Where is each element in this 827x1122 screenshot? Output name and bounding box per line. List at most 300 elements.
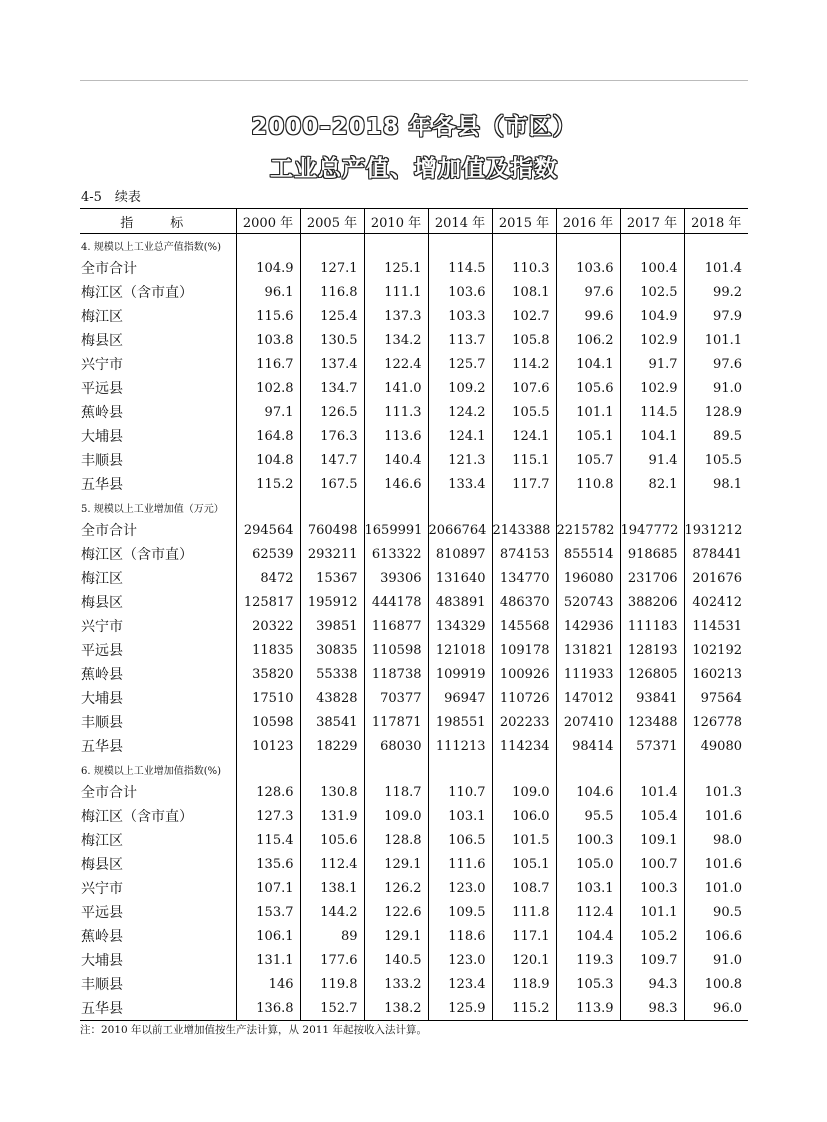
value-cell: 123488 xyxy=(620,710,684,734)
section-title: 5. 规模以上工业增加值（万元） xyxy=(81,503,224,515)
row-label: 丰顺县 xyxy=(81,715,123,731)
value-cell: 106.6 xyxy=(684,924,748,948)
table-row xyxy=(80,948,748,972)
value-cell: 105.5 xyxy=(684,448,748,472)
table-row xyxy=(80,900,748,924)
value-cell: 111.1 xyxy=(364,280,428,304)
value-cell: 147.7 xyxy=(300,448,364,472)
value-cell: 101.5 xyxy=(492,828,556,852)
value-cell: 125.7 xyxy=(428,352,492,376)
value-cell: 207410 xyxy=(556,710,620,734)
table-row xyxy=(80,448,748,472)
value-cell: 135.6 xyxy=(236,852,300,876)
header-cell: 2017 年 xyxy=(620,209,684,234)
row-label: 梅江区（含市直） xyxy=(81,547,193,563)
value-cell: 855514 xyxy=(556,542,620,566)
value-cell: 109.1 xyxy=(620,828,684,852)
value-cell: 124.1 xyxy=(428,424,492,448)
row-label: 蕉岭县 xyxy=(81,929,123,945)
row-label: 全市合计 xyxy=(81,785,137,801)
value-cell: 68030 xyxy=(364,734,428,758)
value-cell: 144.2 xyxy=(300,900,364,924)
value-cell: 105.2 xyxy=(620,924,684,948)
empty-cell xyxy=(492,234,556,257)
value-cell: 20322 xyxy=(236,614,300,638)
value-cell: 104.4 xyxy=(556,924,620,948)
value-cell: 133.4 xyxy=(428,472,492,496)
empty-cell xyxy=(236,758,300,780)
header-row xyxy=(80,209,748,234)
value-cell: 100.4 xyxy=(620,256,684,280)
value-cell: 127.1 xyxy=(300,256,364,280)
row-label: 蕉岭县 xyxy=(81,667,123,683)
value-cell: 137.3 xyxy=(364,304,428,328)
value-cell: 520743 xyxy=(556,590,620,614)
value-cell: 39851 xyxy=(300,614,364,638)
table-row xyxy=(80,780,748,804)
value-cell: 106.2 xyxy=(556,328,620,352)
value-cell: 198551 xyxy=(428,710,492,734)
value-cell: 101.1 xyxy=(684,328,748,352)
table-row xyxy=(80,256,748,280)
value-cell: 878441 xyxy=(684,542,748,566)
table-row xyxy=(80,686,748,710)
data-table xyxy=(80,208,748,1021)
value-cell: 130.5 xyxy=(300,328,364,352)
empty-cell xyxy=(300,234,364,257)
value-cell: 98.0 xyxy=(684,828,748,852)
value-cell: 134.7 xyxy=(300,376,364,400)
value-cell: 111.3 xyxy=(364,400,428,424)
empty-cell xyxy=(300,496,364,518)
value-cell: 109.2 xyxy=(428,376,492,400)
value-cell: 106.1 xyxy=(236,924,300,948)
value-cell: 402412 xyxy=(684,590,748,614)
empty-cell xyxy=(364,758,428,780)
row-label: 梅江区 xyxy=(81,309,123,325)
empty-cell xyxy=(620,758,684,780)
value-cell: 89 xyxy=(300,924,364,948)
value-cell: 131.1 xyxy=(236,948,300,972)
value-cell: 103.1 xyxy=(556,876,620,900)
section-title: 6. 规模以上工业增加值指数(%) xyxy=(81,765,222,777)
value-cell: 105.5 xyxy=(492,400,556,424)
empty-cell xyxy=(620,234,684,257)
header-cell: 2018 年 xyxy=(684,209,748,234)
table-row xyxy=(80,472,748,496)
value-cell: 129.1 xyxy=(364,924,428,948)
empty-cell xyxy=(556,234,620,257)
value-cell: 129.1 xyxy=(364,852,428,876)
section-title: 4. 规模以上工业总产值指数(%) xyxy=(81,241,222,253)
value-cell: 110.3 xyxy=(492,256,556,280)
section-row xyxy=(80,234,748,257)
value-cell: 131821 xyxy=(556,638,620,662)
value-cell: 30835 xyxy=(300,638,364,662)
value-cell: 138.1 xyxy=(300,876,364,900)
value-cell: 137.4 xyxy=(300,352,364,376)
empty-cell xyxy=(236,234,300,257)
value-cell: 93841 xyxy=(620,686,684,710)
empty-cell xyxy=(684,758,748,780)
section-row xyxy=(80,496,748,518)
table-row xyxy=(80,328,748,352)
row-label: 五华县 xyxy=(80,996,236,1021)
table-body xyxy=(80,234,748,1021)
value-cell: 105.1 xyxy=(492,852,556,876)
value-cell: 104.9 xyxy=(236,256,300,280)
empty-cell xyxy=(428,758,492,780)
value-cell: 117.1 xyxy=(492,924,556,948)
value-cell: 195912 xyxy=(300,590,364,614)
value-cell: 103.6 xyxy=(428,280,492,304)
empty-cell xyxy=(364,234,428,257)
value-cell: 110.8 xyxy=(556,472,620,496)
row-label: 五华县 xyxy=(81,739,123,755)
value-cell: 124.1 xyxy=(492,424,556,448)
header-cell: 2015 年 xyxy=(492,209,556,234)
value-cell: 133.2 xyxy=(364,972,428,996)
table-row xyxy=(80,852,748,876)
value-cell: 109.0 xyxy=(364,804,428,828)
value-cell: 104.1 xyxy=(620,424,684,448)
empty-cell xyxy=(556,496,620,518)
value-cell: 294564 xyxy=(236,518,300,542)
row-label: 大埔县 xyxy=(81,953,123,969)
value-cell: 142936 xyxy=(556,614,620,638)
header-cell: 指 标 xyxy=(80,209,236,234)
value-cell: 1931212 xyxy=(684,518,748,542)
value-cell: 110.7 xyxy=(428,780,492,804)
value-cell: 111213 xyxy=(428,734,492,758)
value-cell: 109919 xyxy=(428,662,492,686)
value-cell: 102.9 xyxy=(620,328,684,352)
empty-cell xyxy=(684,234,748,257)
value-cell: 874153 xyxy=(492,542,556,566)
row-label: 大埔县 xyxy=(81,691,123,707)
value-cell: 120.1 xyxy=(492,948,556,972)
page-title-line2: 工业总产值、增加值及指数 xyxy=(270,156,558,182)
value-cell: 91.0 xyxy=(684,376,748,400)
value-cell: 167.5 xyxy=(300,472,364,496)
value-cell: 125.1 xyxy=(364,256,428,280)
value-cell: 127.3 xyxy=(236,804,300,828)
value-cell: 152.7 xyxy=(300,996,364,1021)
value-cell: 107.6 xyxy=(492,376,556,400)
value-cell: 38541 xyxy=(300,710,364,734)
empty-cell xyxy=(556,758,620,780)
empty-cell xyxy=(428,234,492,257)
row-label: 兴宁市 xyxy=(81,619,123,635)
value-cell: 115.2 xyxy=(492,996,556,1021)
table-row xyxy=(80,542,748,566)
row-label: 梅江区（含市直） xyxy=(81,809,193,825)
table-row xyxy=(80,304,748,328)
table-row xyxy=(80,972,748,996)
value-cell: 91.4 xyxy=(620,448,684,472)
table-row xyxy=(80,376,748,400)
value-cell: 100.8 xyxy=(684,972,748,996)
table-label: 4-5 续表 xyxy=(81,190,141,205)
value-cell: 118.7 xyxy=(364,780,428,804)
value-cell: 128193 xyxy=(620,638,684,662)
header-cell: 2005 年 xyxy=(300,209,364,234)
value-cell: 108.7 xyxy=(492,876,556,900)
value-cell: 97.1 xyxy=(236,400,300,424)
value-cell: 196080 xyxy=(556,566,620,590)
value-cell: 126.2 xyxy=(364,876,428,900)
value-cell: 8472 xyxy=(236,566,300,590)
value-cell: 91.7 xyxy=(620,352,684,376)
table-row xyxy=(80,352,748,376)
value-cell: 231706 xyxy=(620,566,684,590)
value-cell: 94.3 xyxy=(620,972,684,996)
value-cell: 2066764 xyxy=(428,518,492,542)
value-cell: 91.0 xyxy=(684,948,748,972)
table-row xyxy=(80,710,748,734)
value-cell: 147012 xyxy=(556,686,620,710)
value-cell: 126.5 xyxy=(300,400,364,424)
value-cell: 104.6 xyxy=(556,780,620,804)
row-label: 丰顺县 xyxy=(81,977,123,993)
value-cell: 136.8 xyxy=(236,996,300,1021)
page-title-line1: 2000–2018 年各县（市区） xyxy=(251,114,577,140)
value-cell: 164.8 xyxy=(236,424,300,448)
row-label: 平远县 xyxy=(81,905,123,921)
value-cell: 115.1 xyxy=(492,448,556,472)
value-cell: 10123 xyxy=(236,734,300,758)
value-cell: 98414 xyxy=(556,734,620,758)
table-row xyxy=(80,924,748,948)
value-cell: 146 xyxy=(236,972,300,996)
value-cell: 116.7 xyxy=(236,352,300,376)
value-cell: 1659991 xyxy=(364,518,428,542)
value-cell: 102.8 xyxy=(236,376,300,400)
value-cell: 128.8 xyxy=(364,828,428,852)
value-cell: 2143388 xyxy=(492,518,556,542)
value-cell: 134770 xyxy=(492,566,556,590)
value-cell: 111.6 xyxy=(428,852,492,876)
value-cell: 39306 xyxy=(364,566,428,590)
table-row xyxy=(80,876,748,900)
value-cell: 105.0 xyxy=(556,852,620,876)
value-cell: 106.0 xyxy=(492,804,556,828)
table-row xyxy=(80,638,748,662)
value-cell: 43828 xyxy=(300,686,364,710)
value-cell: 131.9 xyxy=(300,804,364,828)
value-cell: 122.6 xyxy=(364,900,428,924)
value-cell: 113.6 xyxy=(364,424,428,448)
table-row xyxy=(80,734,748,758)
value-cell: 177.6 xyxy=(300,948,364,972)
value-cell: 89.5 xyxy=(684,424,748,448)
value-cell: 49080 xyxy=(684,734,748,758)
row-label: 平远县 xyxy=(81,381,123,397)
value-cell: 124.2 xyxy=(428,400,492,424)
table-row xyxy=(80,996,748,1021)
value-cell: 96.1 xyxy=(236,280,300,304)
table-header xyxy=(80,209,748,234)
row-label: 丰顺县 xyxy=(81,453,123,469)
value-cell: 388206 xyxy=(620,590,684,614)
value-cell: 140.5 xyxy=(364,948,428,972)
header-cell: 2010 年 xyxy=(364,209,428,234)
value-cell: 109178 xyxy=(492,638,556,662)
value-cell: 101.1 xyxy=(620,900,684,924)
value-cell: 100.3 xyxy=(620,876,684,900)
value-cell: 123.4 xyxy=(428,972,492,996)
value-cell: 112.4 xyxy=(300,852,364,876)
value-cell: 113.7 xyxy=(428,328,492,352)
value-cell: 103.1 xyxy=(428,804,492,828)
value-cell: 99.2 xyxy=(684,280,748,304)
value-cell: 100926 xyxy=(492,662,556,686)
table-row xyxy=(80,804,748,828)
row-label: 五华县 xyxy=(81,477,123,493)
empty-cell xyxy=(364,496,428,518)
header-cell: 2014 年 xyxy=(428,209,492,234)
value-cell: 104.1 xyxy=(556,352,620,376)
value-cell: 97564 xyxy=(684,686,748,710)
value-cell: 202233 xyxy=(492,710,556,734)
value-cell: 114531 xyxy=(684,614,748,638)
value-cell: 101.6 xyxy=(684,852,748,876)
value-cell: 131640 xyxy=(428,566,492,590)
value-cell: 105.1 xyxy=(556,424,620,448)
value-cell: 140.4 xyxy=(364,448,428,472)
row-label: 梅县区 xyxy=(81,857,123,873)
value-cell: 114.5 xyxy=(620,400,684,424)
row-label: 梅县区 xyxy=(81,595,123,611)
value-cell: 90.5 xyxy=(684,900,748,924)
row-label: 梅江区 xyxy=(81,571,123,587)
value-cell: 105.3 xyxy=(556,972,620,996)
row-label: 大埔县 xyxy=(81,429,123,445)
table-row xyxy=(80,828,748,852)
value-cell: 105.7 xyxy=(556,448,620,472)
value-cell: 113.9 xyxy=(556,996,620,1021)
value-cell: 128.6 xyxy=(236,780,300,804)
value-cell: 57371 xyxy=(620,734,684,758)
value-cell: 126805 xyxy=(620,662,684,686)
value-cell: 117871 xyxy=(364,710,428,734)
value-cell: 98.3 xyxy=(620,996,684,1021)
value-cell: 62539 xyxy=(236,542,300,566)
value-cell: 109.5 xyxy=(428,900,492,924)
value-cell: 112.4 xyxy=(556,900,620,924)
value-cell: 2215782 xyxy=(556,518,620,542)
empty-cell xyxy=(300,758,364,780)
value-cell: 130.8 xyxy=(300,780,364,804)
table-row xyxy=(80,424,748,448)
header-cell: 2000 年 xyxy=(236,209,300,234)
value-cell: 138.2 xyxy=(364,996,428,1021)
table-row xyxy=(80,400,748,424)
value-cell: 117.7 xyxy=(492,472,556,496)
value-cell: 97.6 xyxy=(556,280,620,304)
value-cell: 105.8 xyxy=(492,328,556,352)
value-cell: 444178 xyxy=(364,590,428,614)
value-cell: 116.8 xyxy=(300,280,364,304)
empty-cell xyxy=(236,496,300,518)
value-cell: 103.3 xyxy=(428,304,492,328)
value-cell: 101.1 xyxy=(556,400,620,424)
value-cell: 126778 xyxy=(684,710,748,734)
empty-cell xyxy=(492,758,556,780)
value-cell: 95.5 xyxy=(556,804,620,828)
value-cell: 102192 xyxy=(684,638,748,662)
value-cell: 105.6 xyxy=(556,376,620,400)
table-row xyxy=(80,590,748,614)
top-rule xyxy=(80,80,748,81)
value-cell: 109.7 xyxy=(620,948,684,972)
value-cell: 17510 xyxy=(236,686,300,710)
row-label: 梅江区 xyxy=(81,833,123,849)
empty-cell xyxy=(492,496,556,518)
value-cell: 114.2 xyxy=(492,352,556,376)
empty-cell xyxy=(684,496,748,518)
value-cell: 118.6 xyxy=(428,924,492,948)
value-cell: 918685 xyxy=(620,542,684,566)
value-cell: 107.1 xyxy=(236,876,300,900)
value-cell: 105.6 xyxy=(300,828,364,852)
value-cell: 125.9 xyxy=(428,996,492,1021)
value-cell: 104.9 xyxy=(620,304,684,328)
row-label: 全市合计 xyxy=(81,261,137,277)
value-cell: 101.4 xyxy=(684,256,748,280)
value-cell: 201676 xyxy=(684,566,748,590)
value-cell: 97.9 xyxy=(684,304,748,328)
value-cell: 97.6 xyxy=(684,352,748,376)
table-row xyxy=(80,280,748,304)
value-cell: 118738 xyxy=(364,662,428,686)
header-cell: 2016 年 xyxy=(556,209,620,234)
table-row xyxy=(80,566,748,590)
value-cell: 96947 xyxy=(428,686,492,710)
value-cell: 115.6 xyxy=(236,304,300,328)
value-cell: 114.5 xyxy=(428,256,492,280)
value-cell: 121.3 xyxy=(428,448,492,472)
value-cell: 102.7 xyxy=(492,304,556,328)
row-label: 兴宁市 xyxy=(81,357,123,373)
value-cell: 176.3 xyxy=(300,424,364,448)
value-cell: 18229 xyxy=(300,734,364,758)
value-cell: 111.8 xyxy=(492,900,556,924)
value-cell: 99.6 xyxy=(556,304,620,328)
value-cell: 111933 xyxy=(556,662,620,686)
value-cell: 145568 xyxy=(492,614,556,638)
row-label: 兴宁市 xyxy=(81,881,123,897)
section-row xyxy=(80,758,748,780)
table-row xyxy=(80,614,748,638)
value-cell: 98.1 xyxy=(684,472,748,496)
empty-cell xyxy=(620,496,684,518)
value-cell: 134329 xyxy=(428,614,492,638)
value-cell: 760498 xyxy=(300,518,364,542)
value-cell: 103.6 xyxy=(556,256,620,280)
row-label: 平远县 xyxy=(81,643,123,659)
value-cell: 121018 xyxy=(428,638,492,662)
value-cell: 810897 xyxy=(428,542,492,566)
row-label: 全市合计 xyxy=(81,523,137,539)
value-cell: 15367 xyxy=(300,566,364,590)
value-cell: 101.0 xyxy=(684,876,748,900)
table-row xyxy=(80,518,748,542)
value-cell: 104.8 xyxy=(236,448,300,472)
value-cell: 293211 xyxy=(300,542,364,566)
value-cell: 114234 xyxy=(492,734,556,758)
value-cell: 125817 xyxy=(236,590,300,614)
